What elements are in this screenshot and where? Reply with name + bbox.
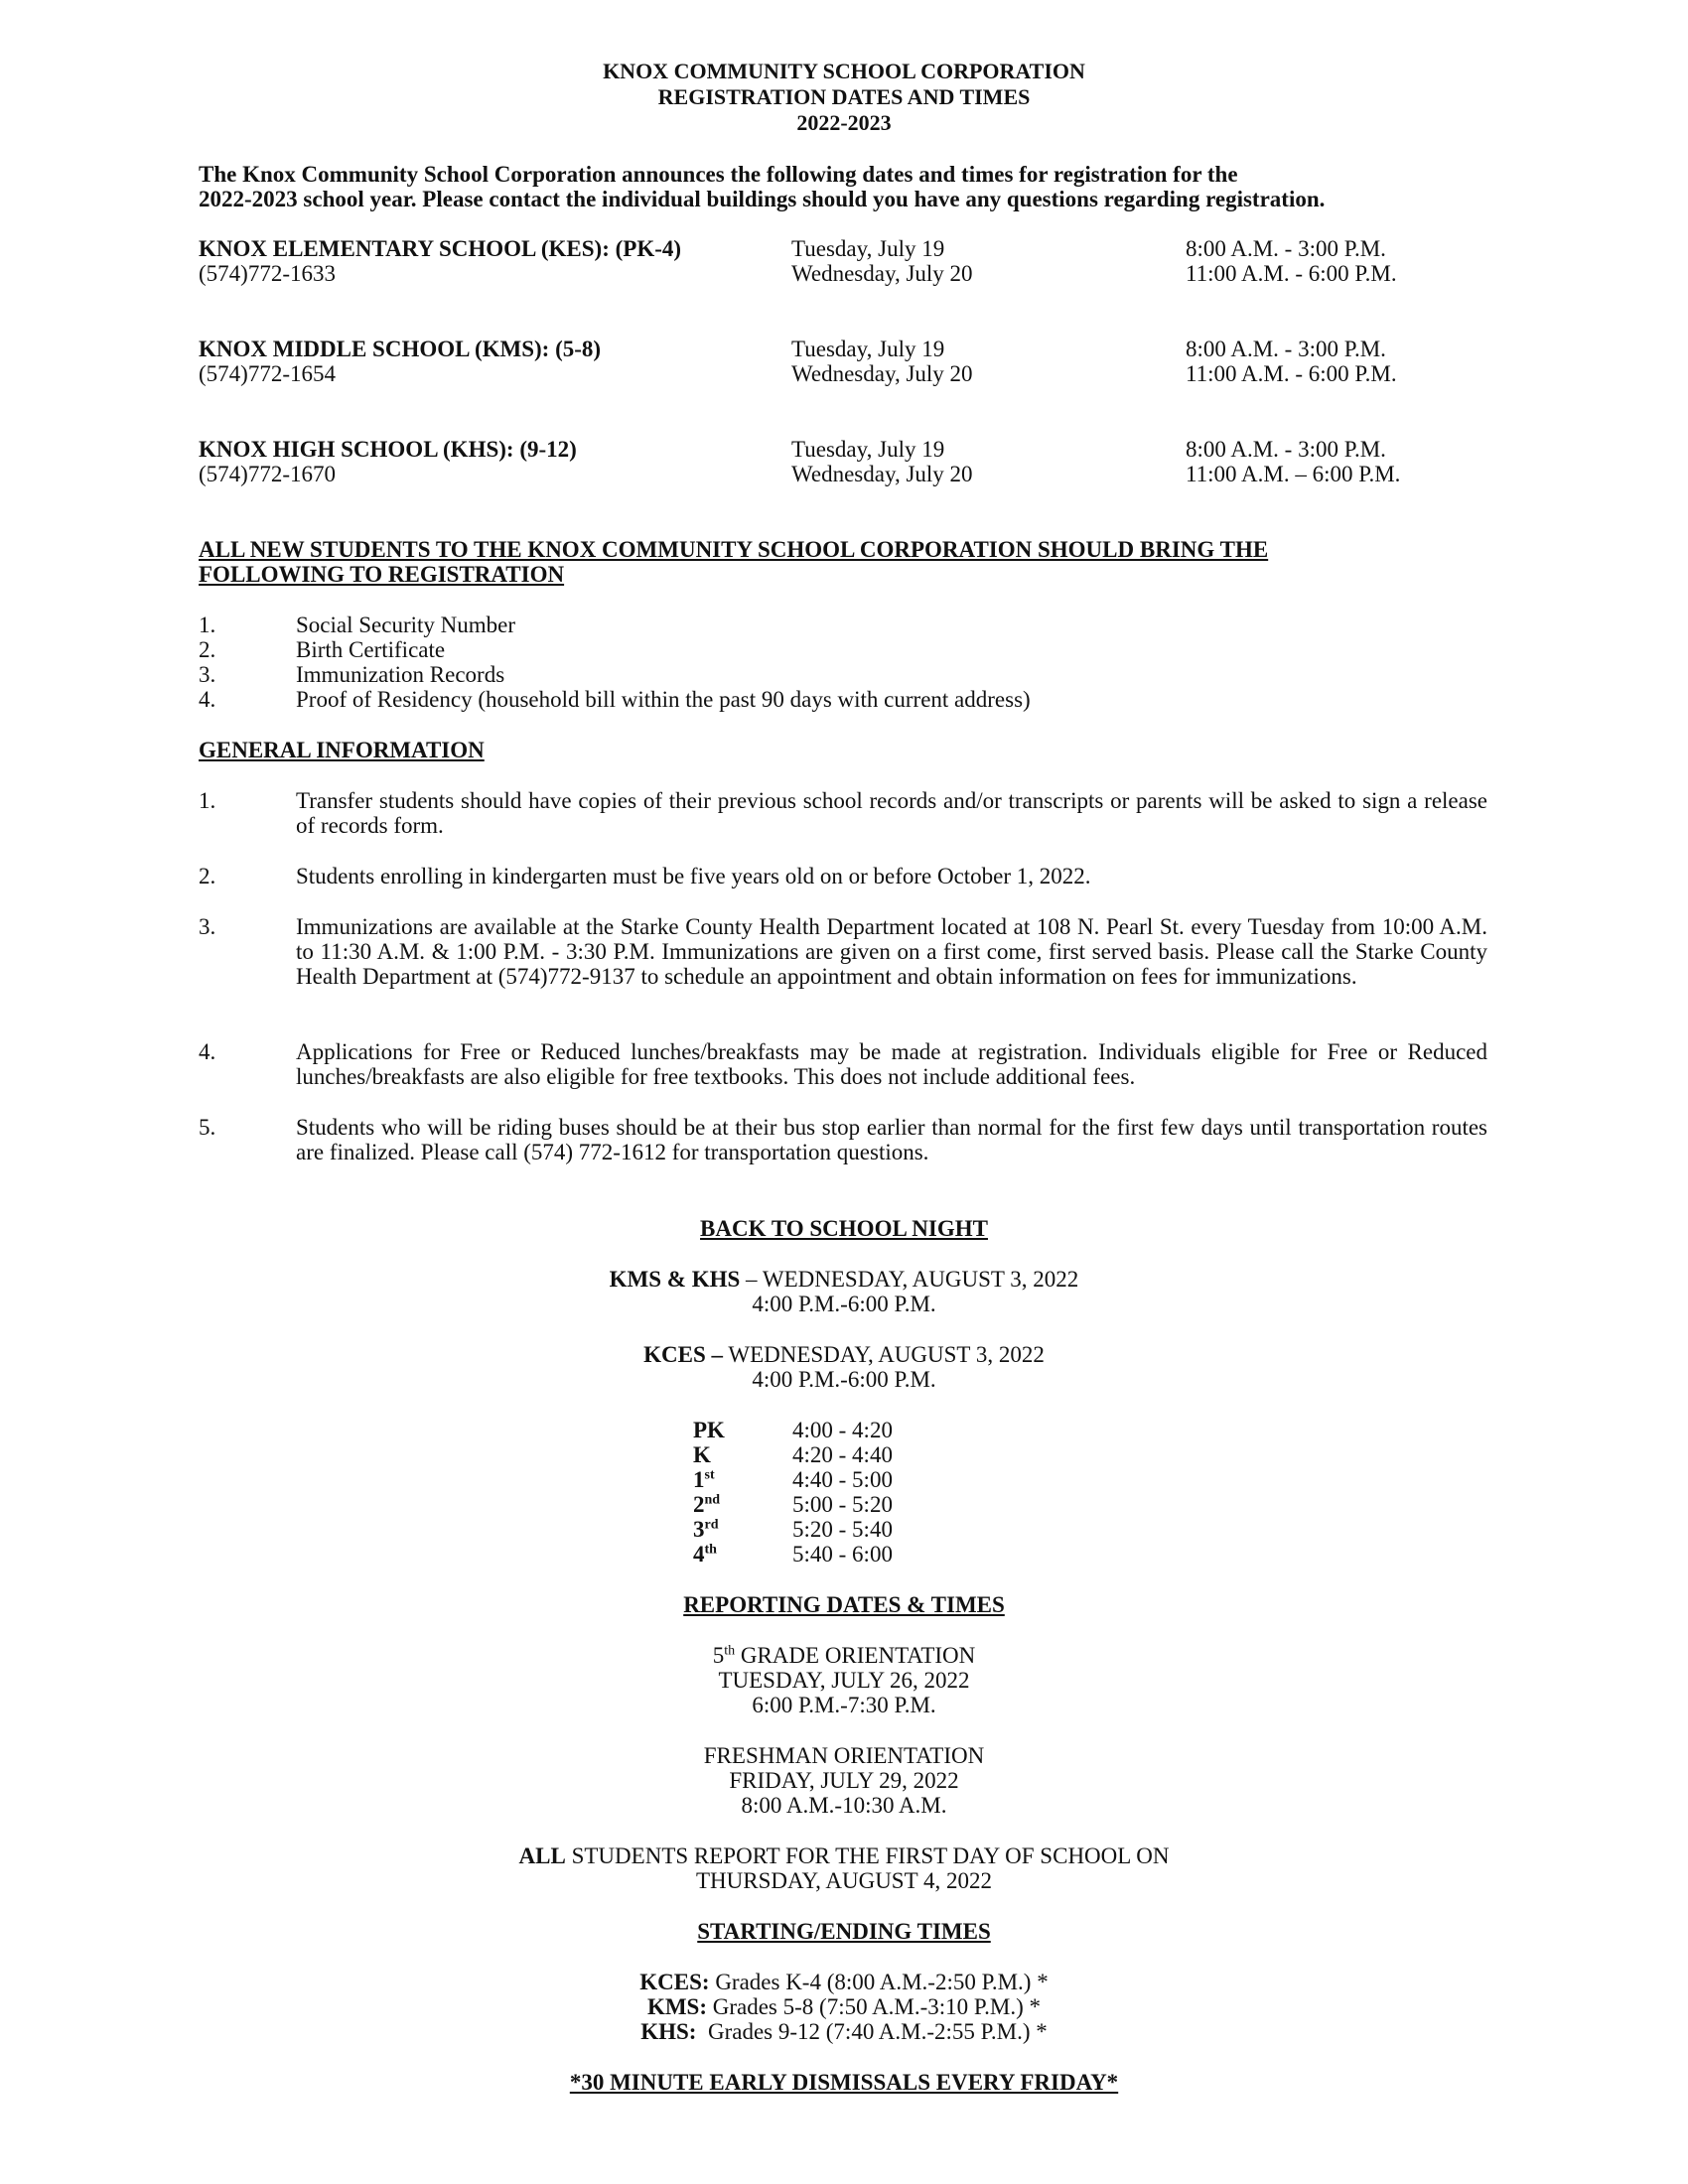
list-item: Birth Certificate: [296, 637, 446, 662]
grade: 3: [693, 1517, 705, 1542]
school-day: Wednesday, July 20: [791, 462, 973, 486]
list-number: 3.: [199, 914, 216, 939]
first-day-notice: [0, 1843, 1688, 1868]
school-hours-row: [0, 2019, 1688, 2044]
school-time: 11:00 A.M. - 6:00 P.M.: [1186, 361, 1397, 386]
starting-ending-heading: STARTING/ENDING TIMES: [697, 1919, 991, 1944]
school-phone: (574)772-1670: [199, 462, 336, 486]
list-number: 5.: [199, 1115, 216, 1140]
school-time: 8:00 A.M. - 3:00 P.M.: [1186, 437, 1386, 462]
grade-suffix: rd: [704, 1517, 719, 1533]
list-number: 3.: [199, 662, 216, 687]
fifth-grade-orientation-date: TUESDAY, JULY 26, 2022: [718, 1668, 970, 1693]
reporting-heading: REPORTING DATES & TIMES: [683, 1592, 1005, 1617]
list-item: Proof of Residency (household bill within the past 90 days with current address): [296, 687, 1031, 712]
grade-label: [693, 1517, 719, 1542]
grade-suffix: nd: [704, 1492, 721, 1508]
list-number: 4.: [199, 1039, 216, 1064]
grade-label: [693, 1418, 725, 1442]
school-hours-label: KMS:: [646, 1994, 707, 2019]
school-hours-label: KCES:: [639, 1970, 710, 1994]
fifth-grade-orientation-time: 6:00 P.M.-7:30 P.M.: [752, 1693, 936, 1717]
list-number: 2.: [199, 637, 216, 662]
grade-label: [693, 1442, 711, 1467]
fifth-num: 5: [712, 1643, 725, 1668]
list-item: Immunizations are available at the Starke County Health Department located at 108 N. Pearl St. every Tuesday from 10:00 A.M. to 11:30 A.M. & 1:00 P.M. - 3:30 P.M. Immunizations are given on a first come, first served basis. Please call the Starke County Health Department at (574)772-9137 to schedule an appointment and obtain information on fees for immunizations.: [296, 914, 1487, 989]
school-time: 11:00 A.M. – 6:00 P.M.: [1186, 462, 1401, 486]
kces-night-time: 4:00 P.M.-6:00 P.M.: [752, 1367, 936, 1392]
intro-line2: 2022-2023 school year. Please contact the individual buildings should you have any questions regarding registration.: [199, 187, 1326, 211]
new-students-heading-cont: FOLLOWING TO REGISTRATION: [199, 562, 565, 587]
kms-khs-night-time: 4:00 P.M.-6:00 P.M.: [752, 1292, 936, 1316]
kces-night-date: [0, 1342, 1688, 1367]
grade-time: 4:00 - 4:20: [792, 1418, 893, 1442]
list-number: 2.: [199, 864, 216, 888]
freshman-orientation-title: FRESHMAN ORIENTATION: [703, 1743, 985, 1768]
school-phone: (574)772-1633: [199, 261, 336, 286]
school-phone: (574)772-1654: [199, 361, 336, 386]
doc-title-line2: REGISTRATION DATES AND TIMES: [657, 84, 1031, 109]
fifth-suffix: th: [724, 1643, 736, 1659]
freshman-orientation-date: FRIDAY, JULY 29, 2022: [729, 1768, 959, 1793]
freshman-orientation-time: 8:00 A.M.-10:30 A.M.: [741, 1793, 947, 1818]
doc-title-line1: KNOX COMMUNITY SCHOOL CORPORATION: [603, 59, 1085, 83]
list-number: 1.: [199, 613, 216, 637]
back-to-school-heading: BACK TO SCHOOL NIGHT: [700, 1216, 988, 1241]
school-day: Tuesday, July 19: [791, 236, 945, 261]
school-name: KNOX HIGH SCHOOL (KHS): (9-12): [199, 437, 577, 462]
fifth-title: GRADE ORIENTATION: [735, 1643, 976, 1668]
school-name: KNOX MIDDLE SCHOOL (KMS): (5-8): [199, 337, 602, 361]
school-day: Tuesday, July 19: [791, 337, 945, 361]
grade-suffix: th: [704, 1542, 717, 1558]
grade-suffix: st: [704, 1467, 715, 1483]
school-name: KNOX ELEMENTARY SCHOOL (KES): (PK-4): [199, 236, 682, 261]
doc-title-year: 2022-2023: [796, 110, 892, 135]
list-item: Transfer students should have copies of their previous school records and/or transcripts or parents will be asked to sign a release of records form.: [296, 788, 1487, 838]
school-hours-row: [0, 1994, 1688, 2019]
grade: 1: [693, 1467, 705, 1492]
grade-label: [693, 1542, 717, 1567]
grade-time: 4:40 - 5:00: [792, 1467, 893, 1492]
grade: 4: [693, 1542, 705, 1567]
all-text: STUDENTS REPORT FOR THE FIRST DAY OF SCHOOL ON: [565, 1843, 1170, 1868]
grade: 2: [693, 1492, 705, 1517]
school-hours-text: Grades K-4 (8:00 A.M.-2:50 P.M.) *: [709, 1970, 1049, 1994]
grade-label: [693, 1492, 720, 1517]
school-hours-label: KHS:: [640, 2019, 697, 2044]
school-day: Wednesday, July 20: [791, 361, 973, 386]
kms-khs-night-date: [0, 1267, 1688, 1292]
school-hours-row: [0, 1970, 1688, 1994]
school-time: 8:00 A.M. - 3:00 P.M.: [1186, 236, 1386, 261]
fifth-grade-orientation-title: [0, 1643, 1688, 1668]
grade: PK: [693, 1418, 725, 1442]
intro-line1: The Knox Community School Corporation announces the following dates and times for registration for the: [199, 162, 1238, 187]
school-day: Tuesday, July 19: [791, 437, 945, 462]
school-day: Wednesday, July 20: [791, 261, 973, 286]
list-number: 4.: [199, 687, 216, 712]
grade-time: 5:20 - 5:40: [792, 1517, 893, 1542]
kms-khs-date: – WEDNESDAY, AUGUST 3, 2022: [740, 1267, 1079, 1292]
new-students-heading: ALL NEW STUDENTS TO THE KNOX COMMUNITY SCHOOL CORPORATION SHOULD BRING THE: [199, 537, 1269, 562]
list-item: Students who will be riding buses should be at their bus stop earlier than normal for the first few days until transportation routes are finalized. Please call (574) 772-1612 for transportation questions.: [296, 1115, 1487, 1164]
grade-time: 5:00 - 5:20: [792, 1492, 893, 1517]
school-hours-text: Grades 9-12 (7:40 A.M.-2:55 P.M.) *: [696, 2019, 1048, 2044]
first-day-date: THURSDAY, AUGUST 4, 2022: [695, 1868, 992, 1893]
grade-time: 4:20 - 4:40: [792, 1442, 893, 1467]
early-dismissal-notice: *30 MINUTE EARLY DISMISSALS EVERY FRIDAY*: [569, 2070, 1119, 2095]
all-label: ALL: [518, 1843, 566, 1868]
grade-label: [693, 1467, 715, 1492]
general-info-heading: GENERAL INFORMATION: [199, 738, 485, 762]
school-time: 8:00 A.M. - 3:00 P.M.: [1186, 337, 1386, 361]
list-number: 1.: [199, 788, 216, 813]
kces-date: WEDNESDAY, AUGUST 3, 2022: [723, 1342, 1045, 1367]
kms-khs-label: KMS & KHS: [609, 1267, 741, 1292]
list-item: Immunization Records: [296, 662, 505, 687]
list-item: Applications for Free or Reduced lunches/breakfasts may be made at registration. Individuals eligible for Free or Reduced lunches/breakfasts are also eligible for free textbooks. This does not include additional fees.: [296, 1039, 1487, 1089]
grade-time: 5:40 - 6:00: [792, 1542, 893, 1567]
list-item: Students enrolling in kindergarten must be five years old on or before October 1, 2022.: [296, 864, 1091, 888]
school-time: 11:00 A.M. - 6:00 P.M.: [1186, 261, 1397, 286]
school-hours-text: Grades 5-8 (7:50 A.M.-3:10 P.M.) *: [707, 1994, 1042, 2019]
grade: K: [693, 1442, 711, 1467]
kces-label: KCES –: [643, 1342, 724, 1367]
list-item: Social Security Number: [296, 613, 516, 637]
